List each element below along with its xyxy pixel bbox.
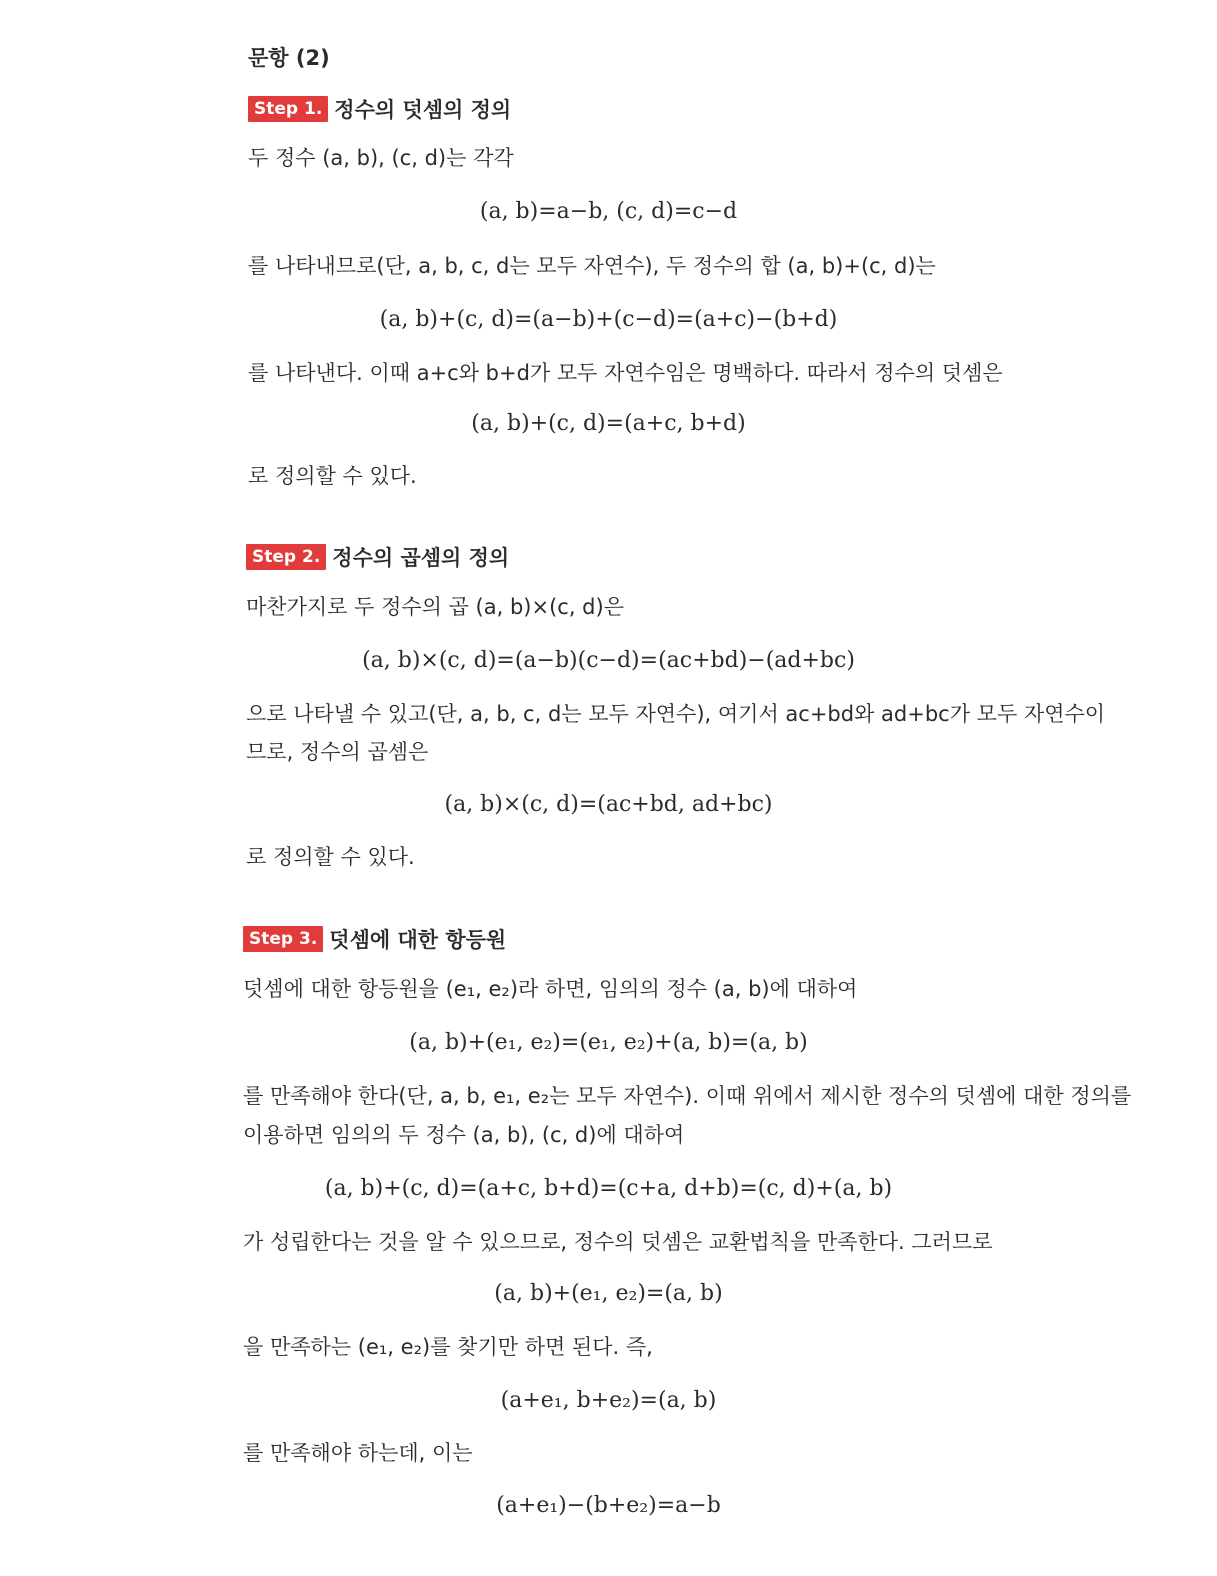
step3-line-4: 이용하면 임의의 두 정수 (a, b), (c, d)에 대하여 — [243, 1123, 685, 1147]
step1-equation-2: (a, b)+(c, d)=(a−b)+(c−d)=(a+c)−(b+d) — [379, 307, 838, 332]
step1-line-5: 를 나타낸다. 이때 a+c와 b+d가 모두 자연수임은 명백하다. 따라서 정수의 덧셈은 — [248, 361, 1003, 385]
step3-line-6: 가 성립한다는 것을 알 수 있으므로, 정수의 덧셈은 교환법칙을 만족한다. 그러므로 — [243, 1230, 993, 1254]
step3-line-8: 을 만족하는 (e₁, e₂)를 찾기만 하면 된다. 즉, — [243, 1335, 653, 1359]
step2-title: 정수의 곱셈의 정의 — [332, 546, 510, 570]
step3-equation-2: (a, b)+(c, d)=(a+c, b+d)=(c+a, d+b)=(c, d)+(a, b) — [324, 1176, 893, 1201]
step2-line-1: 마찬가지로 두 정수의 곱 (a, b)×(c, d)은 — [246, 595, 624, 619]
step2-line-3: 으로 나타낼 수 있고(단, a, b, c, d는 모두 자연수), 여기서 ac+bd와 ad+bc가 모두 자연수이 — [246, 702, 1106, 726]
step3-line-10: 를 만족해야 하는데, 이는 — [243, 1441, 473, 1465]
step3-equation-4: (a+e₁, b+e₂)=(a, b) — [500, 1388, 717, 1413]
step2-equation-2: (a, b)×(c, d)=(ac+bd, ad+bc) — [444, 792, 773, 817]
step2-equation-1: (a, b)×(c, d)=(a−b)(c−d)=(ac+bd)−(ad+bc) — [362, 648, 855, 673]
step2-badge: Step 2. — [246, 544, 326, 570]
step3-line-1: 덧셈에 대한 항등원을 (e₁, e₂)라 하면, 임의의 정수 (a, b)에 대하여 — [243, 977, 858, 1001]
problem-label: 문항 (2) — [248, 46, 330, 70]
step3-title: 덧셈에 대한 항등원 — [329, 928, 507, 952]
step3-equation-1: (a, b)+(e₁, e₂)=(e₁, e₂)+(a, b)=(a, b) — [409, 1030, 808, 1055]
step2-line-6: 로 정의할 수 있다. — [246, 845, 415, 869]
step3-equation-3: (a, b)+(e₁, e₂)=(a, b) — [494, 1281, 723, 1306]
step1-header — [248, 94, 511, 124]
step3-badge: Step 3. — [243, 926, 323, 952]
step3-line-3: 를 만족해야 한다(단, a, b, e₁, e₂는 모두 자연수). 이때 위에서 제시한 정수의 덧셈에 대한 정의를 — [243, 1084, 1132, 1108]
step1-equation-1: (a, b)=a−b, (c, d)=c−d — [479, 199, 738, 224]
step1-title: 정수의 덧셈의 정의 — [334, 98, 512, 122]
step1-line-7: 로 정의할 수 있다. — [248, 464, 417, 488]
step1-equation-3: (a, b)+(c, d)=(a+c, b+d) — [471, 411, 746, 436]
step3-equation-5: (a+e₁)−(b+e₂)=a−b — [496, 1493, 721, 1518]
step2-header — [246, 542, 509, 572]
step1-line-3: 를 나타내므로(단, a, b, c, d는 모두 자연수), 두 정수의 합 (a, b)+(c, d)는 — [248, 254, 936, 278]
step2-line-4: 므로, 정수의 곱셈은 — [246, 740, 429, 764]
step3-header — [243, 924, 506, 954]
step1-line-1: 두 정수 (a, b), (c, d)는 각각 — [248, 146, 514, 170]
step1-badge: Step 1. — [248, 96, 328, 122]
